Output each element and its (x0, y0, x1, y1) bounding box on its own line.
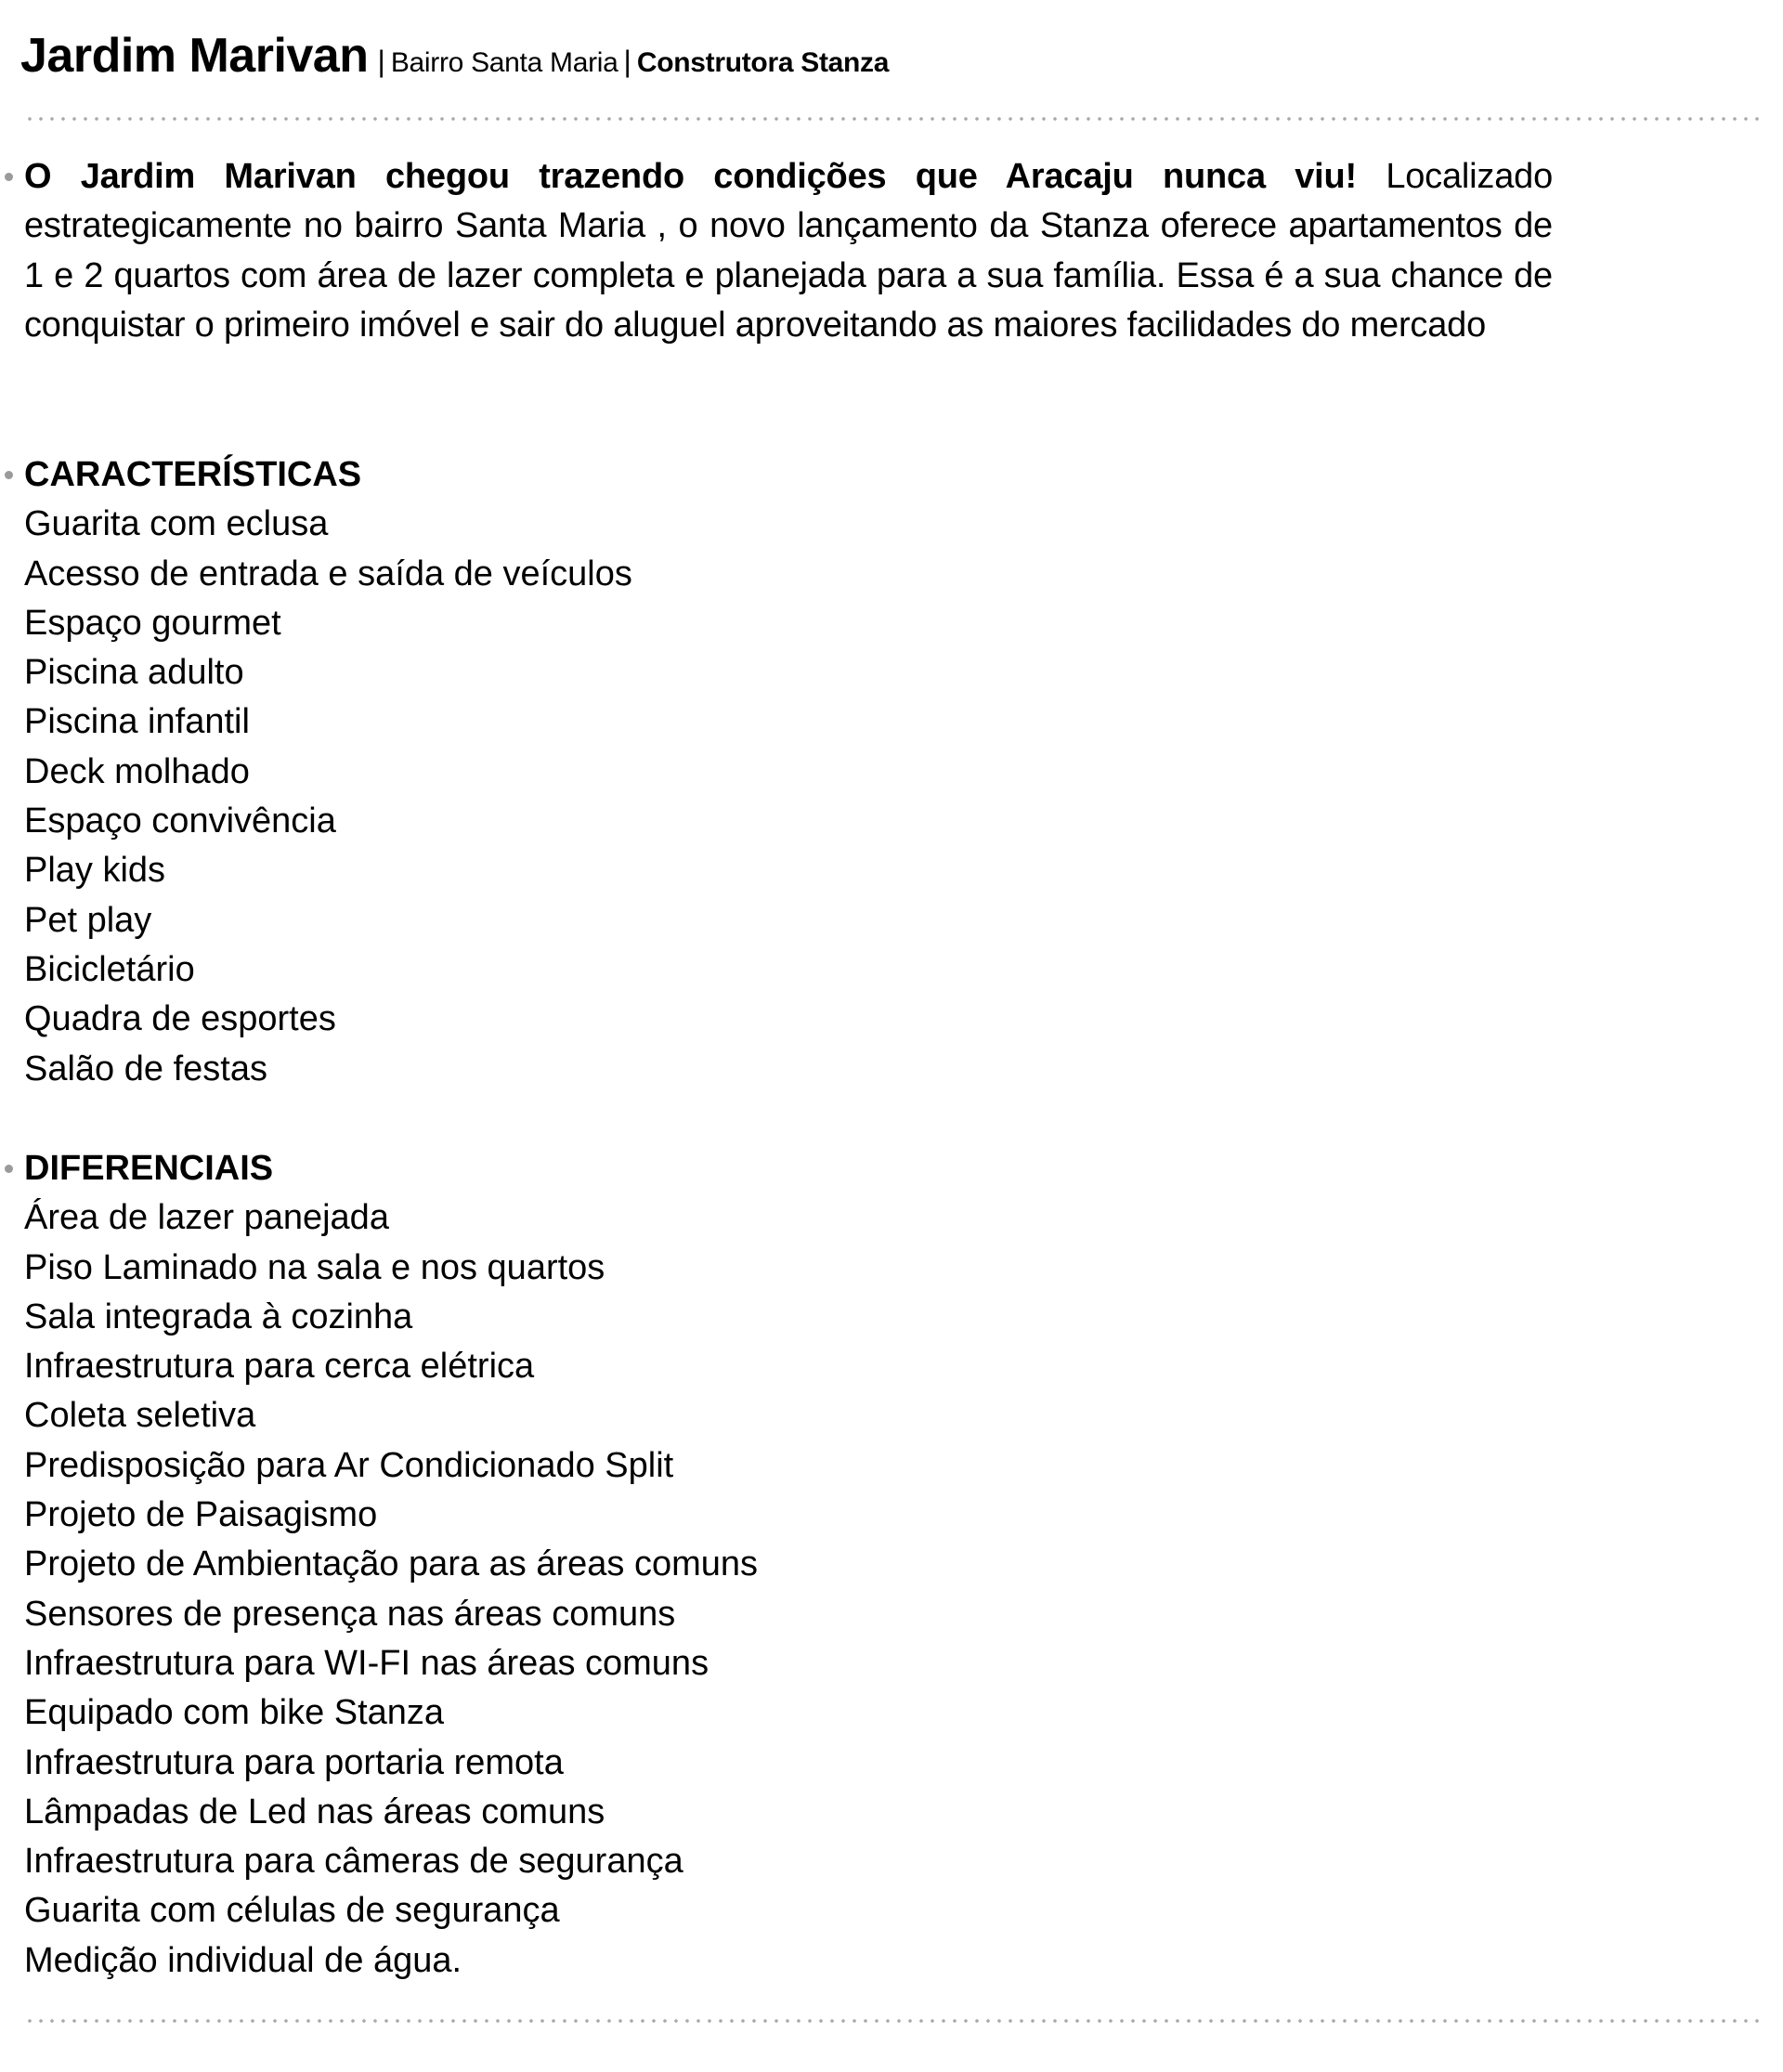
intro-lead: O Jardim Marivan chegou trazendo condições que Aracaju nunca viu! (24, 157, 1357, 196)
caracteristicas-list (24, 500, 632, 1094)
list-item: Guarita com eclusa (24, 504, 329, 544)
diferenciais-list (24, 1193, 758, 1986)
section-heading: DIFERENCIAIS (24, 1149, 274, 1188)
list-item: Sala integrada à cozinha (24, 1297, 413, 1336)
list-item: Infraestrutura para portaria remota (24, 1742, 564, 1782)
top-dotted-divider (24, 117, 1759, 121)
list-item: Bicicletário (24, 949, 195, 989)
list-item: Sensores de presença nas áreas comuns (24, 1594, 676, 1634)
bullet-icon (5, 1165, 13, 1173)
list-item: Lâmpadas de Led nas áreas comuns (24, 1792, 605, 1831)
list-item: Infraestrutura para câmeras de segurança (24, 1842, 683, 1882)
list-item: Play kids (24, 851, 166, 891)
bullet-icon (5, 173, 13, 181)
list-item: Infraestrutura para WI-FI nas áreas comuns (24, 1643, 709, 1683)
list-item: Quadra de esportes (24, 999, 336, 1039)
diferenciais-section (24, 1144, 758, 1986)
list-item: Deck molhado (24, 751, 250, 791)
bullet-icon (5, 471, 13, 479)
list-item: Coleta seletiva (24, 1396, 256, 1436)
list-item: Infraestrutura para cerca elétrica (24, 1347, 535, 1387)
intro-body: Localizado estrategicamente no bairro Santa Maria , o novo lançamento da Stanza oferece apartamentos de 1 e 2 quartos com área de lazer completa e planejada para a sua família. Essa é a sua chance de conquistar o primeiro imóvel e sair do aluguel aproveitando as maiores facilidades do mercado (24, 157, 1554, 345)
list-item: Predisposição para Ar Condicionado Split (24, 1445, 674, 1485)
separator: | (377, 45, 385, 78)
page-header (20, 28, 889, 84)
builder-label: Construtora Stanza (636, 47, 890, 78)
list-item: Espaço gourmet (24, 603, 281, 643)
list-item: Projeto de Paisagismo (24, 1495, 378, 1535)
list-item: Acesso de entrada e saída de veículos (24, 554, 632, 593)
list-item: Piscina infantil (24, 702, 250, 742)
caracteristicas-section (24, 450, 632, 1094)
list-item: Guarita com células de segurança (24, 1891, 560, 1931)
list-item: Projeto de Ambientação para as áreas comuns (24, 1544, 759, 1584)
list-item: Piscina adulto (24, 653, 244, 693)
section-heading: CARACTERÍSTICAS (24, 455, 362, 494)
list-item: Medição individual de água. (24, 1940, 462, 1980)
list-item: Piso Laminado na sala e nos quartos (24, 1247, 605, 1287)
bottom-dotted-divider (24, 2019, 1759, 2023)
list-item: Salão de festas (24, 1049, 267, 1088)
list-item: Equipado com bike Stanza (24, 1693, 445, 1733)
list-item: Espaço convivência (24, 801, 336, 841)
page-title: Jardim Marivan (20, 29, 369, 83)
intro-paragraph (24, 152, 1553, 350)
separator: | (623, 45, 631, 78)
list-item: Área de lazer panejada (24, 1198, 389, 1238)
neighborhood-label: Bairro Santa Maria (390, 47, 618, 78)
list-item: Pet play (24, 900, 152, 940)
